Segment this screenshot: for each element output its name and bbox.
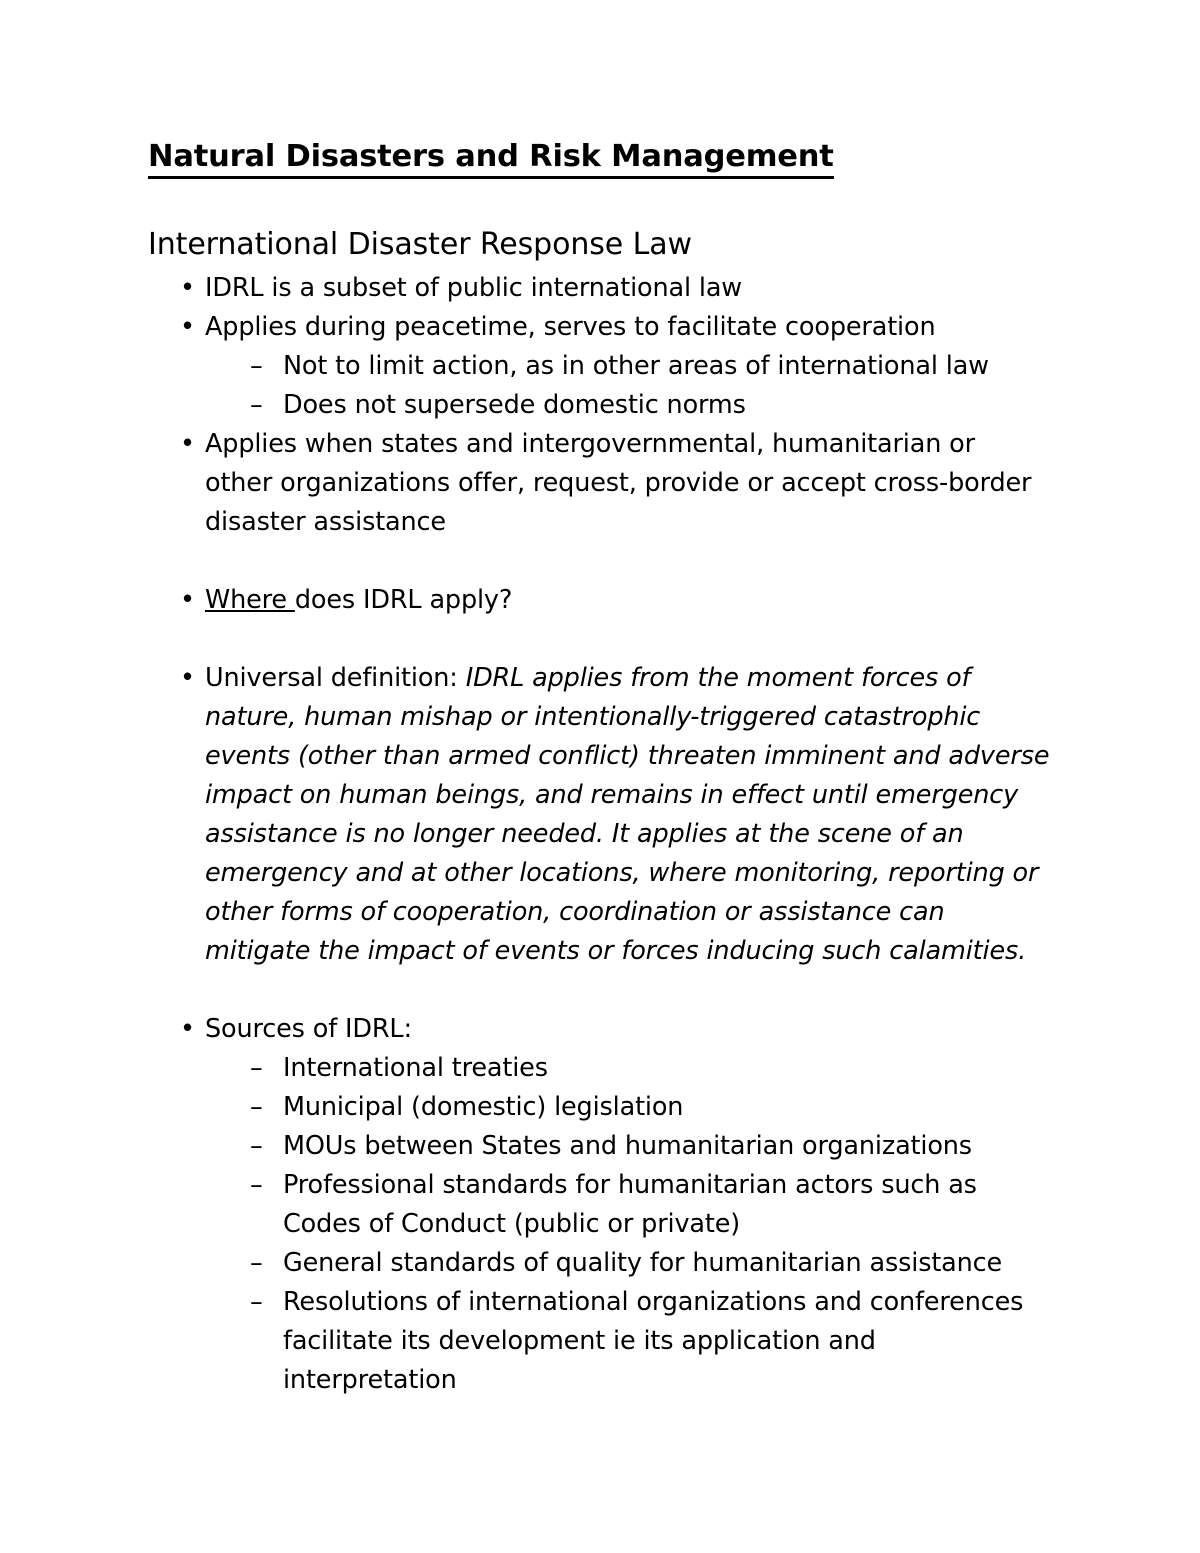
bullet-list-level1 — [148, 269, 1050, 1400]
list-item-text: Applies when states and intergovernmental, humanitarian or other organizations offer, request, provide or accept cross-border disaster assistance — [205, 428, 1032, 537]
bullet-list-level2 — [148, 1049, 1050, 1400]
list-item — [148, 1088, 1050, 1127]
list-item-text: Resolutions of international organizations and conferences facilitate its development ie its application and interpretation — [283, 1286, 1024, 1395]
spacer-line — [148, 620, 1050, 659]
list-item — [148, 347, 1050, 386]
spacer-line — [148, 971, 1050, 1010]
bullet-marker-icon: • — [180, 1013, 195, 1044]
list-item — [148, 1127, 1050, 1166]
list-item — [148, 425, 1050, 542]
list-item-text-rest: does IDRL apply? — [294, 584, 513, 615]
dash-marker-icon: – — [250, 1130, 263, 1161]
list-item-text — [205, 581, 1050, 620]
list-item-text: Not to limit action, as in other areas of international law — [283, 350, 989, 381]
dash-marker-icon: – — [250, 1169, 263, 1200]
underlined-keyword: Where — [205, 584, 295, 615]
list-item-text: Does not supersede domestic norms — [283, 389, 746, 420]
dash-marker-icon: – — [250, 1091, 263, 1122]
list-item — [148, 1283, 1050, 1400]
definition-quote: IDRL applies from the moment forces of nature, human mishap or intentionally-triggered catastrophic events (other than armed conflict) threaten imminent and adverse impact on human beings, and remains in effect until emergency assistance is no longer needed. It applies at the scene of an emergency and at other locations, where monitoring, reporting or other forms of cooperation, coordination or assistance can mitigate the impact of events or forces inducing such calamities. — [205, 662, 1050, 966]
definition-label: Universal definition: — [205, 662, 466, 693]
page-title-wrapper — [148, 140, 1050, 228]
list-item-text: Applies during peacetime, serves to facilitate cooperation — [205, 311, 936, 342]
dash-marker-icon: – — [250, 389, 263, 420]
list-item — [148, 1244, 1050, 1283]
bullet-marker-icon: • — [180, 428, 195, 459]
list-item-text: Sources of IDRL: — [205, 1013, 412, 1044]
list-item — [148, 1010, 1050, 1049]
list-item-text: Professional standards for humanitarian actors such as Codes of Conduct (public or private) — [283, 1169, 977, 1239]
bullet-marker-icon: • — [180, 272, 195, 303]
list-item-text — [205, 659, 1050, 971]
dash-marker-icon: – — [250, 1286, 263, 1317]
list-item-text: General standards of quality for humanitarian assistance — [283, 1247, 1003, 1278]
dash-marker-icon: – — [250, 1247, 263, 1278]
list-item-text: Municipal (domestic) legislation — [283, 1091, 684, 1122]
list-item — [148, 308, 1050, 347]
list-item-text: IDRL is a subset of public international law — [205, 272, 743, 303]
bullet-marker-icon: • — [180, 584, 195, 615]
bullet-marker-icon: • — [180, 311, 195, 342]
page-title: Natural Disasters and Risk Management — [148, 140, 834, 179]
list-item — [148, 269, 1050, 308]
dash-marker-icon: – — [250, 350, 263, 381]
list-item-text: MOUs between States and humanitarian organizations — [283, 1130, 972, 1161]
bullet-list-level2 — [148, 347, 1050, 425]
dash-marker-icon: – — [250, 1052, 263, 1083]
list-item — [148, 1049, 1050, 1088]
spacer-line — [148, 542, 1050, 581]
list-item — [148, 386, 1050, 425]
list-item — [148, 1166, 1050, 1244]
bullet-marker-icon: • — [180, 662, 195, 693]
list-item — [148, 581, 1050, 620]
section-heading: International Disaster Response Law — [148, 227, 692, 263]
list-item-text: International treaties — [283, 1052, 548, 1083]
list-item — [148, 659, 1050, 971]
